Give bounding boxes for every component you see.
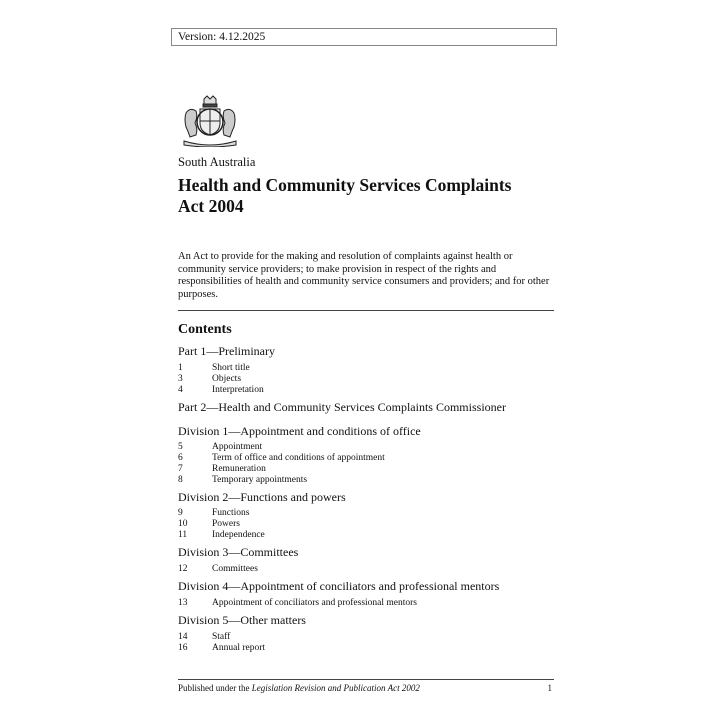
toc-entry[interactable] — [178, 530, 265, 541]
toc-entry[interactable] — [178, 519, 240, 530]
toc-entry-number: 11 — [178, 530, 188, 540]
toc-part-heading[interactable]: Part 1—Preliminary — [178, 344, 275, 358]
toc-entry-number: 5 — [178, 442, 183, 452]
toc-entry-label: Appointment — [212, 442, 263, 452]
toc-entry-number: 13 — [178, 598, 188, 608]
toc-entry-label: Appointment of conciliators and professional mentors — [212, 598, 417, 608]
divider — [178, 310, 554, 311]
footer-act-name: Legislation Revision and Publication Act 2002 — [251, 683, 420, 693]
toc-entry-label: Committees — [212, 564, 258, 574]
toc-part-heading[interactable]: Part 2—Health and Community Services Complaints Commissioner — [178, 400, 506, 414]
toc-entry-label: Independence — [212, 530, 265, 540]
toc-entry-label: Annual report — [212, 643, 266, 653]
royal-coat-of-arms-icon — [180, 95, 240, 147]
toc-entry[interactable] — [178, 632, 230, 643]
toc-entry-number: 12 — [178, 564, 188, 574]
toc-entry[interactable] — [178, 453, 385, 464]
toc-entry[interactable] — [178, 643, 265, 654]
toc-entry-label: Interpretation — [212, 385, 264, 395]
toc-entry[interactable] — [178, 475, 307, 486]
footer-divider — [178, 679, 554, 680]
toc-entry-label: Short title — [212, 363, 250, 373]
toc-entry-label: Staff — [212, 632, 231, 642]
toc-entry-number: 9 — [178, 508, 183, 518]
toc-entry[interactable] — [178, 442, 262, 453]
page-number: 1 — [547, 683, 552, 693]
toc-entry[interactable] — [178, 363, 250, 374]
footer-prefix: Published under the — [178, 683, 252, 693]
toc-entry-number: 8 — [178, 475, 183, 485]
toc-entry[interactable] — [178, 598, 417, 609]
page-footer — [178, 683, 554, 694]
toc-entry-number: 16 — [178, 643, 188, 653]
toc-entry[interactable] — [178, 374, 241, 385]
act-title-line-2: Act 2004 — [178, 196, 244, 216]
toc-entry-number: 4 — [178, 385, 183, 395]
toc-entry-label: Objects — [212, 374, 242, 384]
toc-entry-label: Temporary appointments — [212, 475, 308, 485]
toc-division-heading[interactable]: Division 1—Appointment and conditions of office — [178, 424, 421, 438]
long-title: An Act to provide for the making and resolution of complaints against health or community service providers; to make provision in respect of the rights and responsibilities of health and community service consumers and providers; and for other purposes. — [178, 251, 550, 300]
toc-entry-label: Powers — [212, 519, 240, 529]
toc-entry[interactable] — [178, 464, 266, 475]
act-title-line-1: Health and Community Services Complaints — [178, 175, 512, 195]
toc-entry-number: 7 — [178, 464, 183, 474]
toc-entry-label: Term of office and conditions of appointment — [212, 453, 385, 463]
toc-entry-label: Remuneration — [212, 464, 266, 474]
toc-entry-number: 10 — [178, 519, 188, 529]
toc-division-heading[interactable]: Division 5—Other matters — [178, 613, 306, 627]
toc-entry[interactable] — [178, 564, 258, 575]
toc-entry-number: 14 — [178, 632, 188, 642]
toc-entry[interactable] — [178, 508, 249, 519]
toc-entry-number: 3 — [178, 374, 183, 384]
act-title — [178, 175, 558, 217]
toc-entry-number: 6 — [178, 453, 183, 463]
jurisdiction: South Australia — [178, 155, 256, 169]
toc-division-heading[interactable]: Division 3—Committees — [178, 545, 299, 559]
toc-division-heading[interactable]: Division 4—Appointment of conciliators and professional mentors — [178, 579, 500, 593]
toc-division-heading[interactable]: Division 2—Functions and powers — [178, 490, 346, 504]
toc-entry[interactable] — [178, 385, 264, 396]
toc-entry-number: 1 — [178, 363, 183, 373]
toc-entry-label: Functions — [212, 508, 250, 518]
version-label: Version: 4.12.2025 — [171, 28, 557, 46]
contents-heading: Contents — [178, 322, 232, 337]
